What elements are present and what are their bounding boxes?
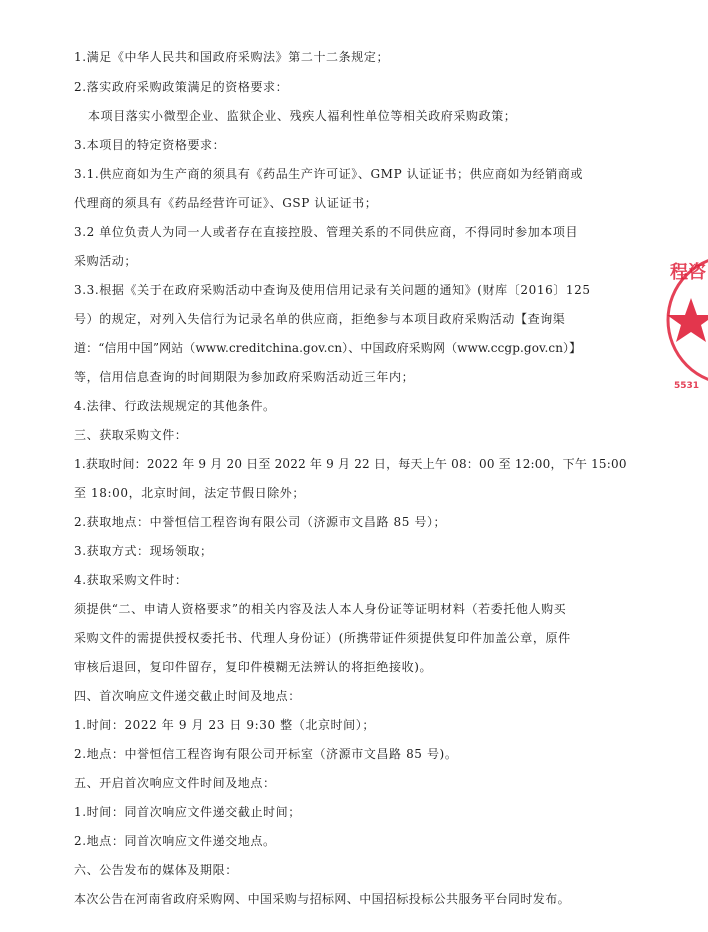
text-line: 1.获取时间：2022 年 9 月 20 日至 2022 年 9 月 22 日，每天上午 08：00 至 12:00，下午 15:00 <box>74 457 627 471</box>
text-line: 采购文件的需提供授权委托书、代理人身份证）(所携带证件须提供复印件加盖公章，原件 <box>74 631 571 645</box>
text-line: 2.地点：中誉恒信工程咨询有限公司开标室（济源市文昌路 85 号)。 <box>74 747 458 761</box>
text-line: 2.获取地点：中誉恒信工程咨询有限公司（济源市文昌路 85 号）； <box>74 515 447 529</box>
section-heading: 六、公告发布的媒体及期限： <box>74 863 238 877</box>
text-line: 2.落实政府采购政策满足的资格要求： <box>74 80 289 94</box>
text-line: 1.满足《中华人民共和国政府采购法》第二十二条规定； <box>74 50 390 64</box>
seal-text-top: 程咨 <box>670 262 706 283</box>
text-line: 2.地点：同首次响应文件递交地点。 <box>74 834 276 848</box>
text-line: 3.2 单位负责人为同一人或者存在直接控股、管理关系的不同供应商，不得同时参加本项目 <box>74 225 579 239</box>
text-line: 号）的规定，对列入失信行为记录名单的供应商，拒绝参与本项目政府采购活动【查询渠 <box>74 312 566 326</box>
text-line: 4.获取采购文件时： <box>74 573 188 587</box>
section-heading: 五、开启首次响应文件时间及地点： <box>74 776 276 790</box>
text-line: 3.3.根据《关于在政府采购活动中查询及使用信用记录有关问题的通知》(财库〔2016〕125 <box>74 283 591 297</box>
section-heading: 三、获取采购文件： <box>74 428 188 442</box>
text-line: 采购活动； <box>74 254 138 268</box>
company-seal <box>666 240 708 400</box>
text-line: 4.法律、行政法规规定的其他条件。 <box>74 399 276 413</box>
section-heading: 四、首次响应文件递交截止时间及地点： <box>74 689 301 703</box>
text-line: 3.1.供应商如为生产商的须具有《药品生产许可证》、GMP 认证证书；供应商如为经销商或 <box>74 167 584 181</box>
text-line: 至 18:00，北京时间，法定节假日除外； <box>74 486 305 500</box>
text-line: 审核后退回，复印件留存，复印件模糊无法辨认的将拒绝接收)。 <box>74 660 433 674</box>
text-line: 本次公告在河南省政府采购网、中国采购与招标网、中国招标投标公共服务平台同时发布。 <box>74 892 571 906</box>
text-line: 本项目落实小微型企业、监狱企业、残疾人福利性单位等相关政府采购政策； <box>88 109 517 123</box>
text-line: 1.时间：同首次响应文件递交截止时间； <box>74 805 301 819</box>
text-line: 3.本项目的特定资格要求： <box>74 138 226 152</box>
text-line: 3.获取方式：现场领取； <box>74 544 213 558</box>
text-line: 须提供“二、申请人资格要求”的相关内容及法人本人身份证等证明材料（若委托他人购买 <box>74 602 567 616</box>
text-line: 1.时间：2022 年 9 月 23 日 9:30 整（北京时间）； <box>74 718 375 732</box>
seal-text-bottom: 5531 <box>674 381 700 391</box>
seal-icon <box>666 240 708 400</box>
text-line: 道：“信用中国”网站（www.creditchina.gov.cn）、中国政府采购网（www.ccgp.gov.cn）】 <box>74 341 582 355</box>
text-line: 等，信用信息查询的时间期限为参加政府采购活动近三年内； <box>74 370 415 384</box>
text-line: 代理商的须具有《药品经营许可证》、GSP 认证证书； <box>74 196 378 210</box>
